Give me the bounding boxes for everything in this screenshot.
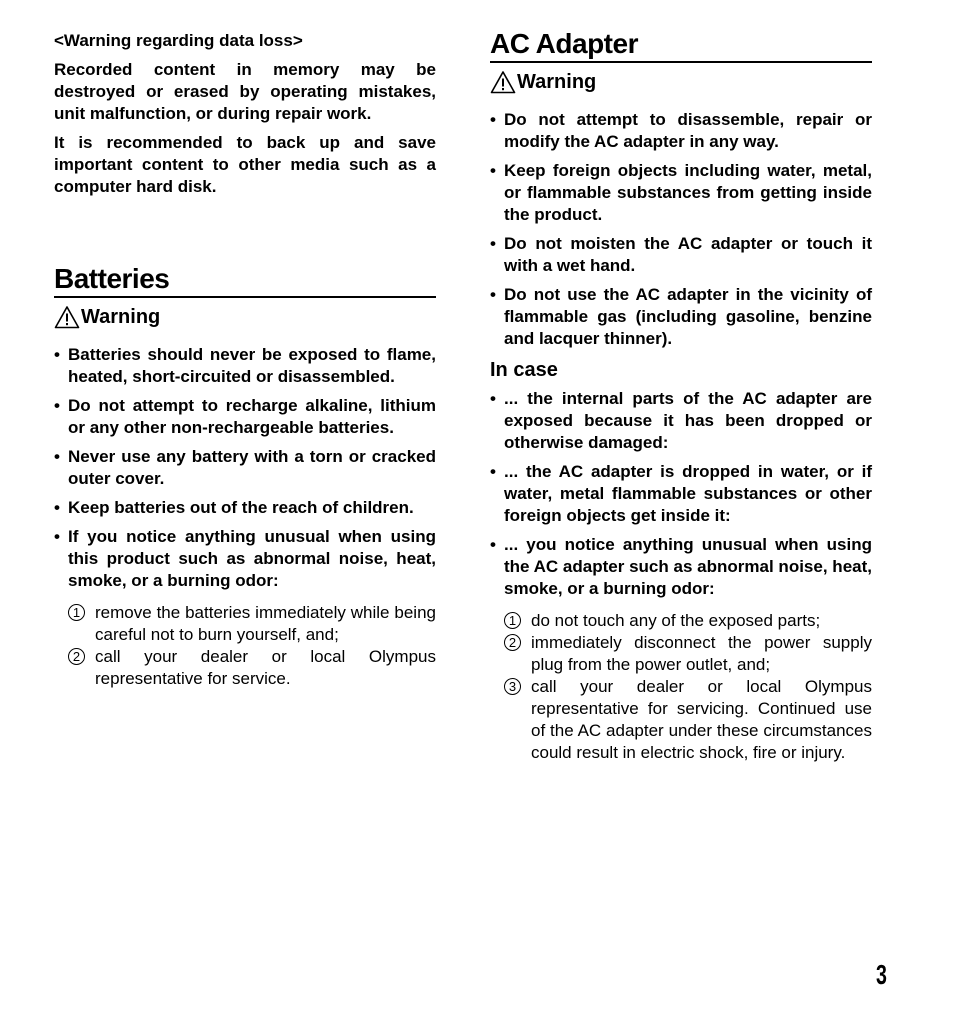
list-item-text: Never use any battery with a torn or cracked outer cover.	[68, 447, 436, 488]
list-item-text: Keep batteries out of the reach of children.	[68, 498, 414, 517]
list-item-text: Keep foreign objects including water, metal, or flammable substances from getting inside the product.	[504, 161, 872, 224]
right-column	[490, 28, 872, 764]
left-column	[54, 31, 436, 690]
list-item-text: Do not attempt to recharge alkaline, lithium or any other non-rechargeable batteries.	[68, 396, 436, 437]
step-item	[504, 610, 872, 632]
bullet-mark: •	[490, 234, 496, 253]
ac-adapter-warning-line	[490, 70, 872, 94]
list-item	[490, 284, 872, 350]
step-text: immediately disconnect the power supply plug from the power outlet, and;	[531, 633, 872, 674]
step-number: 2	[68, 648, 85, 665]
bullet-mark: •	[54, 396, 60, 415]
bullet-mark: •	[490, 110, 496, 129]
batteries-steps-list	[68, 602, 436, 690]
step-text: remove the batteries immediately while being careful not to burn yourself, and;	[95, 603, 436, 644]
warning-label: Warning	[81, 306, 161, 328]
batteries-title: Batteries	[54, 263, 436, 298]
step-number: 2	[504, 634, 521, 651]
list-item-text: Do not moisten the AC adapter or touch it with a wet hand.	[504, 234, 872, 275]
list-item-text: ... the AC adapter is dropped in water, or if water, metal flammable substances or other foreign objects get inside it:	[504, 462, 872, 525]
data-loss-paragraph-2: It is recommended to back up and save important content to other media such as a computer hard disk.	[54, 133, 436, 196]
page-number: 3	[876, 959, 887, 990]
bullet-mark: •	[490, 535, 496, 554]
list-item-text: ... the internal parts of the AC adapter are exposed because it has been dropped or otherwise damaged:	[504, 389, 872, 452]
list-item	[490, 233, 872, 277]
step-text: call your dealer or local Olympus representative for servicing. Continued use of the AC adapter under these circumstances could result in electric shock, fire or injury.	[531, 677, 872, 762]
warning-triangle-icon	[490, 70, 516, 94]
list-item-text: ... you notice anything unusual when using the AC adapter such as abnormal noise, heat, smoke, or a burning odor:	[504, 535, 872, 598]
batteries-warning-line	[54, 305, 436, 329]
batteries-bullet-list	[54, 344, 436, 592]
step-text: call your dealer or local Olympus representative for service.	[95, 647, 436, 688]
list-item-text: Do not use the AC adapter in the vicinity of flammable gas (including gasoline, benzine and lacquer thinner).	[504, 285, 872, 348]
list-item	[54, 526, 436, 592]
step-text: do not touch any of the exposed parts;	[531, 611, 821, 630]
step-number: 1	[504, 612, 521, 629]
bullet-mark: •	[54, 447, 60, 466]
list-item-text: Batteries should never be exposed to flame, heated, short-circuited or disassembled.	[68, 345, 436, 386]
list-item	[490, 534, 872, 600]
ac-adapter-steps-list	[504, 610, 872, 764]
bullet-mark: •	[490, 161, 496, 180]
bullet-mark: •	[490, 462, 496, 481]
bullet-mark: •	[490, 389, 496, 408]
step-item	[504, 676, 872, 764]
list-item-text: If you notice anything unusual when using this product such as abnormal noise, heat, smoke, or a burning odor:	[68, 527, 436, 590]
list-item	[54, 497, 436, 519]
warning-triangle-icon	[54, 305, 80, 329]
step-number: 3	[504, 678, 521, 695]
list-item	[54, 395, 436, 439]
list-item	[54, 344, 436, 388]
bullet-mark: •	[54, 527, 60, 546]
list-item-text: Do not attempt to disassemble, repair or modify the AC adapter in any way.	[504, 110, 872, 151]
step-number: 1	[68, 604, 85, 621]
ac-adapter-bullet-list	[490, 109, 872, 350]
step-item	[68, 602, 436, 646]
data-loss-paragraph-1: Recorded content in memory may be destroyed or erased by operating mistakes, unit malfunction, or during repair work.	[54, 60, 436, 123]
bullet-mark: •	[54, 498, 60, 517]
bullet-mark: •	[54, 345, 60, 364]
list-item	[54, 446, 436, 490]
list-item	[490, 160, 872, 226]
list-item	[490, 388, 872, 454]
bullet-mark: •	[490, 285, 496, 304]
warning-label: Warning	[517, 71, 597, 93]
step-item	[504, 632, 872, 676]
list-item	[490, 109, 872, 153]
in-case-bullet-list	[490, 388, 872, 600]
data-loss-heading: <Warning regarding data loss>	[54, 31, 303, 50]
step-item	[68, 646, 436, 690]
spacer	[54, 205, 436, 263]
list-item	[490, 461, 872, 527]
ac-adapter-title: AC Adapter	[490, 28, 872, 63]
in-case-heading: In case	[490, 359, 558, 381]
